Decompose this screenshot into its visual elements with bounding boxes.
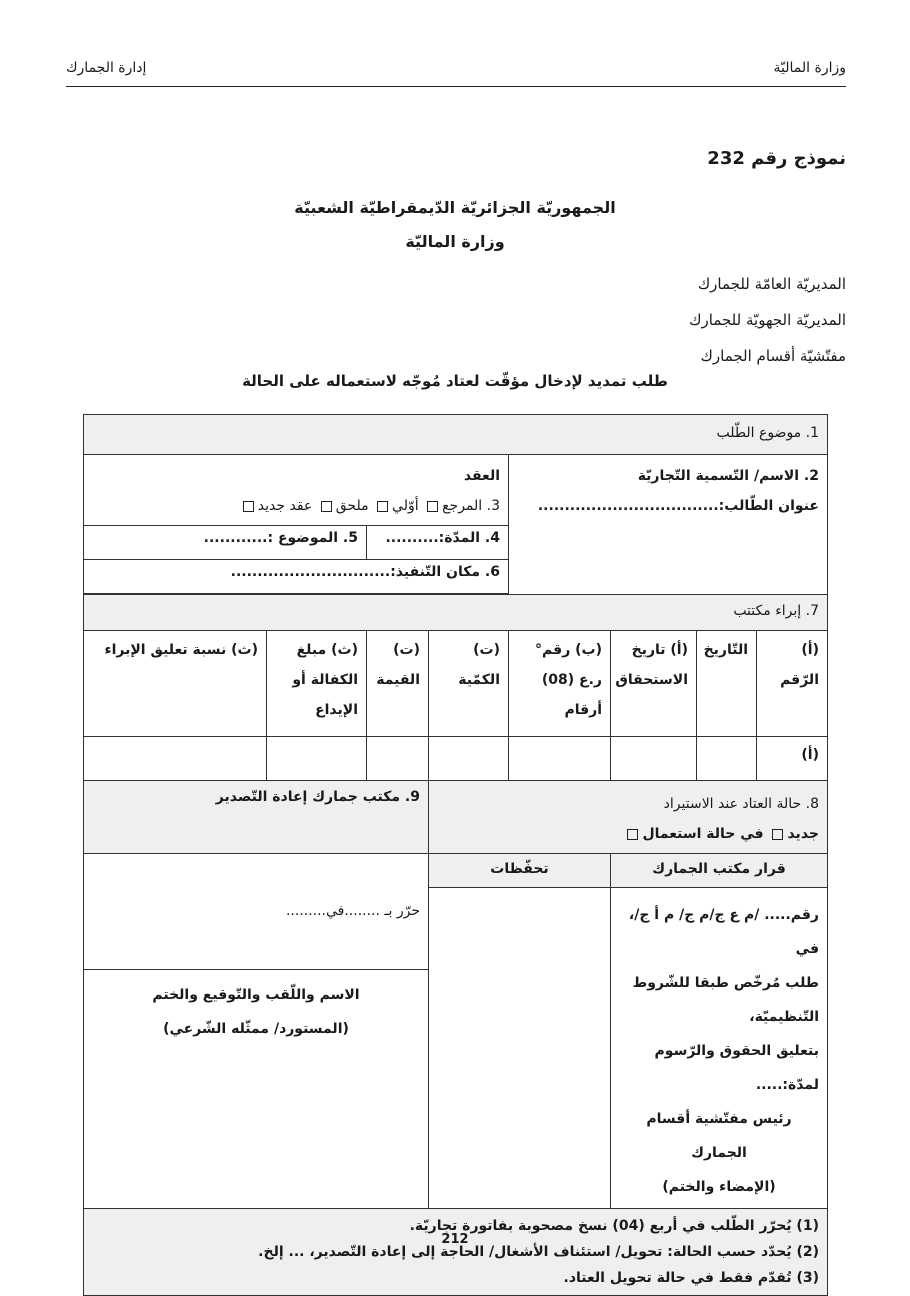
state-new-label: جديد bbox=[787, 826, 819, 842]
section-discharge: 7. إبراء مكتتب bbox=[84, 595, 828, 631]
contract-options bbox=[92, 491, 500, 521]
directorate-regional: المديريّة الجهويّة للجمارك bbox=[689, 311, 846, 329]
contract-block bbox=[84, 455, 509, 526]
checkbox-initial[interactable] bbox=[377, 501, 388, 512]
discharge-cell[interactable] bbox=[429, 737, 509, 781]
signature-block bbox=[84, 969, 429, 1208]
decision-suspension: بتعليق الحقوق والرّسوم لمدّة:..... bbox=[654, 1043, 819, 1093]
checkbox-new-contract[interactable] bbox=[243, 501, 254, 512]
form-number: نموذج رقم 232 bbox=[707, 148, 846, 169]
option-new-contract: عقد جديد bbox=[257, 498, 313, 514]
discharge-cell[interactable] bbox=[509, 737, 611, 781]
footnote-2: (2) يُحدّد حسب الحالة: تحويل/ استئناف الأشغال/ الحاجة إلى إعادة التّصدير، ... إلخ. bbox=[258, 1244, 819, 1260]
reservations-field[interactable] bbox=[429, 888, 611, 1209]
col-suspension-rate: (ث) نسبة تعليق الإبراء bbox=[84, 631, 267, 737]
republic-title: الجمهوريّة الجزائريّة الدّيمقراطيّة الشعبيّة bbox=[294, 198, 616, 217]
directorate-general: المديريّة العامّة للجمارك bbox=[697, 275, 846, 293]
option-annex: ملحق bbox=[335, 498, 369, 514]
decision-number: رقم..... /م ع ج/م ج/ م أ ج/، في bbox=[628, 907, 819, 957]
footnotes bbox=[84, 1209, 828, 1296]
col-quantity: (ت) الكمّية bbox=[429, 631, 509, 737]
col-number: (أ) الرّقم bbox=[757, 631, 828, 737]
state-used-label: في حالة استعمال bbox=[642, 826, 764, 842]
page-number: 212 bbox=[441, 1232, 469, 1247]
request-title: طلب تمديد لإدخال مؤقّت لعتاد مُوجّه لاستعماله على الحالة bbox=[242, 372, 668, 390]
checkbox-state-new[interactable] bbox=[772, 829, 783, 840]
discharge-cell[interactable] bbox=[611, 737, 697, 781]
option-initial: أوّلي bbox=[392, 498, 419, 514]
equipment-state-options bbox=[437, 819, 819, 849]
decision-title: قرار مكتب الجمارك bbox=[611, 854, 828, 888]
discharge-cell[interactable] bbox=[84, 737, 267, 781]
header-ministry: وزارة الماليّة bbox=[773, 60, 846, 76]
applicant-address: عنوان الطّالب:.................................. bbox=[537, 498, 819, 514]
inspectorate: مفتّشيّة أقسام الجمارك bbox=[700, 347, 846, 365]
equipment-state-title: 8. حالة العتاد عند الاستيراد bbox=[663, 796, 819, 812]
reexport-office: 9. مكتب جمارك إعادة التّصدير bbox=[84, 781, 429, 854]
equipment-state-block bbox=[429, 781, 828, 854]
col-due-date: (أ) تاريخ الاستحقاق bbox=[611, 631, 697, 737]
footnote-3: (3) تُقدّم فقط في حالة تحويل العتاد. bbox=[563, 1270, 819, 1286]
applicant-name-label: 2. الاسم/ التّسمية التّجاريّة bbox=[637, 468, 819, 484]
signature-label: الاسم واللّقب والتّوقيع والختم bbox=[152, 986, 360, 1003]
discharge-cell[interactable] bbox=[367, 737, 429, 781]
decision-block bbox=[611, 888, 828, 1209]
checkbox-state-used[interactable] bbox=[627, 829, 638, 840]
discharge-cell[interactable] bbox=[697, 737, 757, 781]
col-date: التّاريخ bbox=[697, 631, 757, 737]
checkbox-annex[interactable] bbox=[321, 501, 332, 512]
ministry-title: وزارة الماليّة bbox=[405, 232, 505, 251]
directorates bbox=[689, 266, 846, 374]
subject-field[interactable]: 5. الموضوع :............ bbox=[84, 526, 367, 560]
contract-ref-label: 3. المرجع bbox=[442, 498, 500, 514]
contract-title: العقد bbox=[463, 468, 500, 484]
header-customs: إدارة الجمارك bbox=[66, 60, 147, 76]
checkbox-ref[interactable] bbox=[427, 501, 438, 512]
col-guarantee: (ث) مبلغ الكفالة أو الإيداع bbox=[267, 631, 367, 737]
duration-field[interactable]: 4. المدّة:.......... bbox=[367, 526, 509, 560]
discharge-row-mark: (أ) bbox=[757, 737, 828, 781]
applicant-block bbox=[509, 455, 828, 595]
decision-seal: (الإمضاء والختم) bbox=[662, 1179, 776, 1195]
signature-role: (المستورد/ ممثّله الشّرعي) bbox=[163, 1020, 349, 1037]
decision-chief: رئيس مفتّشية أقسام الجمارك bbox=[646, 1111, 792, 1161]
col-reg-number: (ب) رقم° ر.ع (08) أرقام bbox=[509, 631, 611, 737]
execution-place-field[interactable]: 6. مكان التّنفيذ:.............................. bbox=[84, 560, 509, 594]
request-form bbox=[83, 414, 828, 1296]
discharge-cell[interactable] bbox=[267, 737, 367, 781]
reservations-title: تحفّظات bbox=[429, 854, 611, 888]
decision-approved: طلب مُرخّص طبقا للشّروط التّنظيميّة، bbox=[632, 975, 819, 1025]
col-value: (ت) القيمة bbox=[367, 631, 429, 737]
section-request-subject: 1. موضوع الطّلب bbox=[84, 415, 828, 455]
header-divider bbox=[66, 86, 846, 87]
signed-place-field[interactable]: حرّر بـ ........في......... bbox=[84, 854, 429, 970]
footnote-1: (1) يُحرّر الطّلب في أربع (04) نسخ مصحوبة بفاتورة تجاريّة. bbox=[409, 1218, 819, 1234]
